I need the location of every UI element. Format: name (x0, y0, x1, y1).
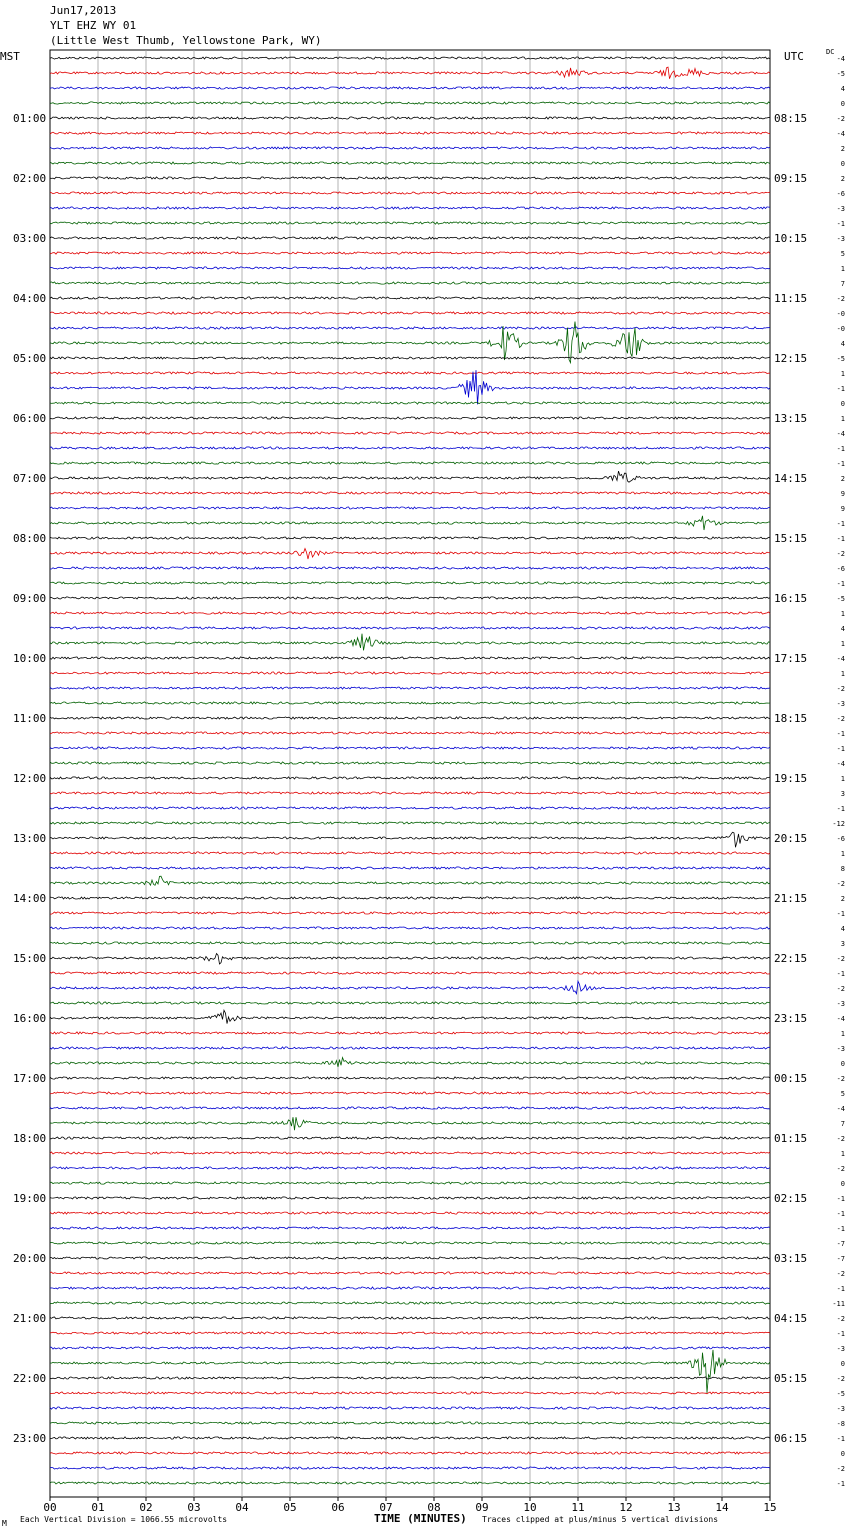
dc-offset-value: -6 (836, 565, 845, 573)
dc-offset-value: -5 (836, 355, 845, 363)
dc-offset-value: -2 (836, 715, 845, 723)
trace-line (50, 1332, 770, 1334)
dc-offset-header: DC (826, 48, 835, 56)
trace-line (50, 192, 770, 194)
trace-line (50, 1482, 770, 1484)
trace-line (50, 897, 770, 899)
dc-offset-value: -0 (836, 325, 845, 333)
dc-offset-value: -1 (836, 970, 845, 978)
dc-offset-value: -1 (836, 1195, 845, 1203)
trace-line (50, 1272, 770, 1274)
mst-hour-label: 19:00 (13, 1192, 47, 1205)
dc-offset-value: -11 (832, 1300, 845, 1308)
trace-line (50, 912, 770, 914)
dc-offset-value: -2 (836, 985, 845, 993)
trace-line (50, 777, 770, 779)
x-tick-label: 04 (235, 1501, 249, 1514)
dc-offset-value: -2 (836, 1315, 845, 1323)
utc-hour-label: 21:15 (774, 892, 808, 905)
mst-hour-label: 17:00 (13, 1072, 47, 1085)
dc-offset-value: -6 (836, 835, 845, 843)
dc-offset-value: -7 (836, 1240, 845, 1248)
dc-offset-value: -1 (836, 1285, 845, 1293)
trace-line (50, 981, 770, 994)
utc-hour-label: 08:15 (774, 112, 808, 125)
dc-offset-value: 0 (840, 1180, 845, 1188)
trace-line (50, 1437, 770, 1439)
trace-line (50, 87, 770, 89)
trace-line (50, 657, 770, 659)
trace-line (50, 207, 770, 209)
dc-offset-value: 4 (840, 85, 845, 93)
mst-hour-label: 18:00 (13, 1132, 47, 1145)
utc-hour-label: 14:15 (774, 472, 808, 485)
dc-offset-value: -2 (836, 115, 845, 123)
trace-line (50, 267, 770, 269)
mst-hour-label: 03:00 (13, 232, 47, 245)
trace-line (50, 927, 770, 929)
dc-offset-value: -1 (836, 385, 845, 393)
trace-line (50, 1152, 770, 1154)
trace-line (50, 67, 770, 79)
utc-hour-label: 13:15 (774, 412, 808, 425)
footer-mark: M (2, 1519, 7, 1528)
seismic-traces (50, 57, 770, 1484)
dc-offset-value: -3 (836, 1000, 845, 1008)
trace-line (50, 322, 770, 363)
x-tick-label: 00 (43, 1501, 57, 1514)
trace-line (50, 1287, 770, 1289)
dc-offset-value: 1 (840, 415, 845, 423)
trace-line (50, 297, 770, 299)
dc-offset-value: 3 (840, 790, 845, 798)
x-tick-label: 11 (571, 1501, 585, 1514)
x-tick-label: 02 (139, 1501, 153, 1514)
dc-offset-value: 0 (840, 1060, 845, 1068)
trace-line (50, 822, 770, 824)
mst-hour-label: 11:00 (13, 712, 47, 725)
mst-hour-label: 07:00 (13, 472, 47, 485)
dc-offset-value: -1 (836, 745, 845, 753)
trace-line (50, 402, 770, 404)
dc-offset-value: -2 (836, 955, 845, 963)
trace-line (50, 1317, 770, 1319)
dc-offset-value: -4 (836, 760, 845, 768)
trace-line (50, 102, 770, 104)
scale-note: Each Vertical Division = 1066.55 microvolts (20, 1515, 228, 1524)
dc-offset-value: -5 (836, 595, 845, 603)
utc-hour-label: 06:15 (774, 1432, 808, 1445)
trace-line (50, 1197, 770, 1199)
dc-offset-value: -3 (836, 1045, 845, 1053)
dc-offset-value: 7 (840, 1120, 845, 1128)
trace-line (50, 1077, 770, 1079)
trace-line (50, 807, 770, 809)
dc-offset-value: -3 (836, 235, 845, 243)
dc-offset-value: -4 (836, 55, 845, 63)
mst-hour-label: 23:00 (13, 1432, 47, 1445)
trace-line (50, 1212, 770, 1214)
dc-offset-value: -1 (836, 1330, 845, 1338)
trace-line (50, 471, 770, 482)
trace-line (50, 1350, 770, 1393)
trace-line (50, 1227, 770, 1229)
x-tick-label: 06 (331, 1501, 345, 1514)
trace-line (50, 492, 770, 494)
clip-note: Traces clipped at plus/minus 5 vertical divisions (482, 1515, 719, 1524)
dc-offset-value: -2 (836, 1270, 845, 1278)
utc-hour-label: 22:15 (774, 952, 808, 965)
trace-line (50, 832, 770, 847)
x-tick-label: 09 (475, 1501, 489, 1514)
dc-offset-value: -8 (836, 1420, 845, 1428)
dc-offset-value: 2 (840, 145, 845, 153)
dc-offset-value: -4 (836, 1105, 845, 1113)
dc-offset-value: 4 (840, 925, 845, 933)
dc-offset-value: 1 (840, 1150, 845, 1158)
trace-line (50, 1392, 770, 1394)
dc-offset-value: -12 (832, 820, 845, 828)
trace-line (50, 312, 770, 314)
mst-hour-label: 21:00 (13, 1312, 47, 1325)
trace-line (50, 1407, 770, 1409)
utc-hour-label: 23:15 (774, 1012, 808, 1025)
x-tick-label: 05 (283, 1501, 297, 1514)
dc-offset-value: -1 (836, 445, 845, 453)
trace-line (50, 357, 770, 359)
dc-offset-value: -1 (836, 220, 845, 228)
dc-offset-value: -1 (836, 520, 845, 528)
trace-line (50, 876, 770, 885)
dc-offset-value: 0 (840, 100, 845, 108)
mst-hour-label: 10:00 (13, 652, 47, 665)
trace-line (50, 537, 770, 539)
trace-line (50, 432, 770, 434)
utc-hour-label: 02:15 (774, 1192, 808, 1205)
trace-line (50, 1302, 770, 1304)
dc-offset-value: -1 (836, 1480, 845, 1488)
mst-hour-label: 01:00 (13, 112, 47, 125)
trace-line (50, 1452, 770, 1454)
utc-hour-label: 12:15 (774, 352, 808, 365)
dc-offset-value: 0 (840, 1450, 845, 1458)
trace-line (50, 1242, 770, 1244)
mst-hour-label: 02:00 (13, 172, 47, 185)
trace-line (50, 1002, 770, 1004)
mst-hour-label: 14:00 (13, 892, 47, 905)
dc-offset-value: 1 (840, 370, 845, 378)
utc-hour-label: 04:15 (774, 1312, 808, 1325)
trace-line (50, 762, 770, 764)
trace-line (50, 1422, 770, 1424)
dc-offset-value: -1 (836, 1210, 845, 1218)
dc-offset-value: -1 (836, 460, 845, 468)
x-axis-title: TIME (MINUTES) (374, 1512, 467, 1525)
dc-offset-value: -2 (836, 1375, 845, 1383)
x-tick-label: 12 (619, 1501, 633, 1514)
utc-hour-label: 03:15 (774, 1252, 808, 1265)
trace-line (50, 792, 770, 794)
trace-line (50, 1377, 770, 1379)
trace-line (50, 942, 770, 944)
trace-line (50, 237, 770, 239)
trace-line (50, 462, 770, 464)
trace-line (50, 1047, 770, 1049)
dc-offset-value: -5 (836, 1390, 845, 1398)
trace-line (50, 252, 770, 254)
trace-line (50, 507, 770, 509)
dc-offset-value: -1 (836, 805, 845, 813)
trace-line (50, 147, 770, 149)
x-tick-label: 14 (715, 1501, 729, 1514)
trace-line (50, 687, 770, 689)
header-station: YLT EHZ WY 01 (50, 19, 137, 32)
x-tick-label: 10 (523, 1501, 537, 1514)
dc-offset-value: 9 (840, 505, 845, 513)
dc-offset-value: 0 (840, 400, 845, 408)
dc-offset-value: 1 (840, 1030, 845, 1038)
utc-hour-label: 09:15 (774, 172, 808, 185)
dc-offset-value: -1 (836, 580, 845, 588)
mst-hour-label: 22:00 (13, 1372, 47, 1385)
dc-offset-value: -3 (836, 700, 845, 708)
trace-line (50, 634, 770, 651)
trace-line (50, 1092, 770, 1094)
trace-line (50, 222, 770, 224)
utc-hour-label: 00:15 (774, 1072, 808, 1085)
trace-line (50, 549, 770, 560)
trace-line (50, 1257, 770, 1259)
trace-line (50, 372, 770, 374)
trace-line (50, 117, 770, 119)
mst-hour-label: 06:00 (13, 412, 47, 425)
dc-offset-value: -3 (836, 205, 845, 213)
left-timezone-label: MST (0, 50, 20, 63)
dc-offset-value: -5 (836, 70, 845, 78)
trace-line (50, 447, 770, 449)
dc-offset-value: 2 (840, 895, 845, 903)
trace-line (50, 57, 770, 59)
dc-offset-value: -2 (836, 880, 845, 888)
utc-hour-label: 19:15 (774, 772, 808, 785)
dc-offset-value: -1 (836, 730, 845, 738)
utc-hour-label: 16:15 (774, 592, 808, 605)
trace-line (50, 327, 770, 329)
trace-line (50, 282, 770, 284)
dc-offset-value: 1 (840, 640, 845, 648)
trace-line (50, 1182, 770, 1184)
x-tick-label: 13 (667, 1501, 681, 1514)
mst-hour-label: 16:00 (13, 1012, 47, 1025)
trace-line (50, 567, 770, 569)
trace-line (50, 1107, 770, 1109)
dc-offset-value: -1 (836, 1435, 845, 1443)
dc-offset-value: 1 (840, 670, 845, 678)
header-location: (Little West Thumb, Yellowstone Park, WY) (50, 34, 322, 47)
x-tick-label: 15 (763, 1501, 777, 1514)
dc-offset-value: -2 (836, 685, 845, 693)
mst-hour-label: 20:00 (13, 1252, 47, 1265)
trace-line (50, 717, 770, 719)
trace-line (50, 867, 770, 869)
dc-offset-value: 0 (840, 160, 845, 168)
dc-offset-value: -1 (836, 535, 845, 543)
right-timezone-label: UTC (784, 50, 804, 63)
dc-offset-value: -2 (836, 1075, 845, 1083)
trace-line (50, 972, 770, 974)
trace-line (50, 597, 770, 599)
dc-offset-value: 1 (840, 850, 845, 858)
dc-offset-value: -2 (836, 1135, 845, 1143)
dc-offset-value: -2 (836, 1465, 845, 1473)
dc-offset-value: 5 (840, 1090, 845, 1098)
dc-offset-value: 9 (840, 490, 845, 498)
dc-offset-value: 5 (840, 250, 845, 258)
trace-line (50, 732, 770, 734)
trace-line (50, 954, 770, 965)
trace-line (50, 1117, 770, 1130)
dc-offset-value: -4 (836, 130, 845, 138)
trace-line (50, 627, 770, 629)
mst-hour-label: 04:00 (13, 292, 47, 305)
dc-offset-value: -6 (836, 190, 845, 198)
trace-line (50, 417, 770, 419)
x-tick-label: 01 (91, 1501, 105, 1514)
mst-hour-label: 09:00 (13, 592, 47, 605)
utc-hour-label: 01:15 (774, 1132, 808, 1145)
x-tick-label: 07 (379, 1501, 393, 1514)
trace-line (50, 1467, 770, 1469)
header-date: Jun17,2013 (50, 4, 117, 17)
dc-offset-value: -3 (836, 1405, 845, 1413)
dc-offset-value: -7 (836, 1255, 845, 1263)
dc-offset-value: -3 (836, 1345, 845, 1353)
dc-offset-value: -2 (836, 295, 845, 303)
trace-line (50, 1167, 770, 1169)
trace-line (50, 1010, 770, 1023)
utc-hour-label: 20:15 (774, 832, 808, 845)
trace-line (50, 516, 770, 530)
dc-offset-value: -2 (836, 550, 845, 558)
trace-line (50, 1137, 770, 1139)
utc-hour-label: 05:15 (774, 1372, 808, 1385)
trace-line (50, 852, 770, 854)
dc-offset-value: 2 (840, 175, 845, 183)
trace-line (50, 747, 770, 749)
trace-line (50, 1058, 770, 1067)
utc-hour-label: 15:15 (774, 532, 808, 545)
dc-offset-value: 2 (840, 475, 845, 483)
dc-offset-value: -4 (836, 1015, 845, 1023)
trace-line (50, 177, 770, 179)
dc-offset-value: -4 (836, 430, 845, 438)
trace-line (50, 132, 770, 134)
dc-offset-value: -0 (836, 310, 845, 318)
x-tick-label: 03 (187, 1501, 201, 1514)
mst-hour-label: 12:00 (13, 772, 47, 785)
dc-offset-value: 1 (840, 610, 845, 618)
utc-hour-label: 10:15 (774, 232, 808, 245)
utc-hour-label: 11:15 (774, 292, 808, 305)
trace-line (50, 672, 770, 674)
mst-hour-label: 15:00 (13, 952, 47, 965)
utc-hour-label: 17:15 (774, 652, 808, 665)
dc-offset-value: -2 (836, 1165, 845, 1173)
utc-hour-label: 18:15 (774, 712, 808, 725)
dc-offset-value: 8 (840, 865, 845, 873)
trace-line (50, 370, 770, 404)
dc-offset-value: -4 (836, 655, 845, 663)
x-tick-label: 08 (427, 1501, 441, 1514)
dc-offset-value: -1 (836, 910, 845, 918)
mst-hour-label: 08:00 (13, 532, 47, 545)
mst-hour-label: 13:00 (13, 832, 47, 845)
trace-line (50, 162, 770, 164)
trace-line (50, 702, 770, 704)
dc-offset-value: -1 (836, 1225, 845, 1233)
mst-hour-label: 05:00 (13, 352, 47, 365)
dc-offset-value: 4 (840, 340, 845, 348)
dc-offset-value: 1 (840, 775, 845, 783)
dc-offset-value: 0 (840, 1360, 845, 1368)
trace-line (50, 1032, 770, 1034)
dc-offset-value: 7 (840, 280, 845, 288)
trace-line (50, 612, 770, 614)
trace-line (50, 582, 770, 584)
dc-offset-value: 3 (840, 940, 845, 948)
dc-offset-value: 4 (840, 625, 845, 633)
dc-offset-value: 1 (840, 265, 845, 273)
axis-labels (13, 55, 845, 1514)
trace-line (50, 1347, 770, 1349)
